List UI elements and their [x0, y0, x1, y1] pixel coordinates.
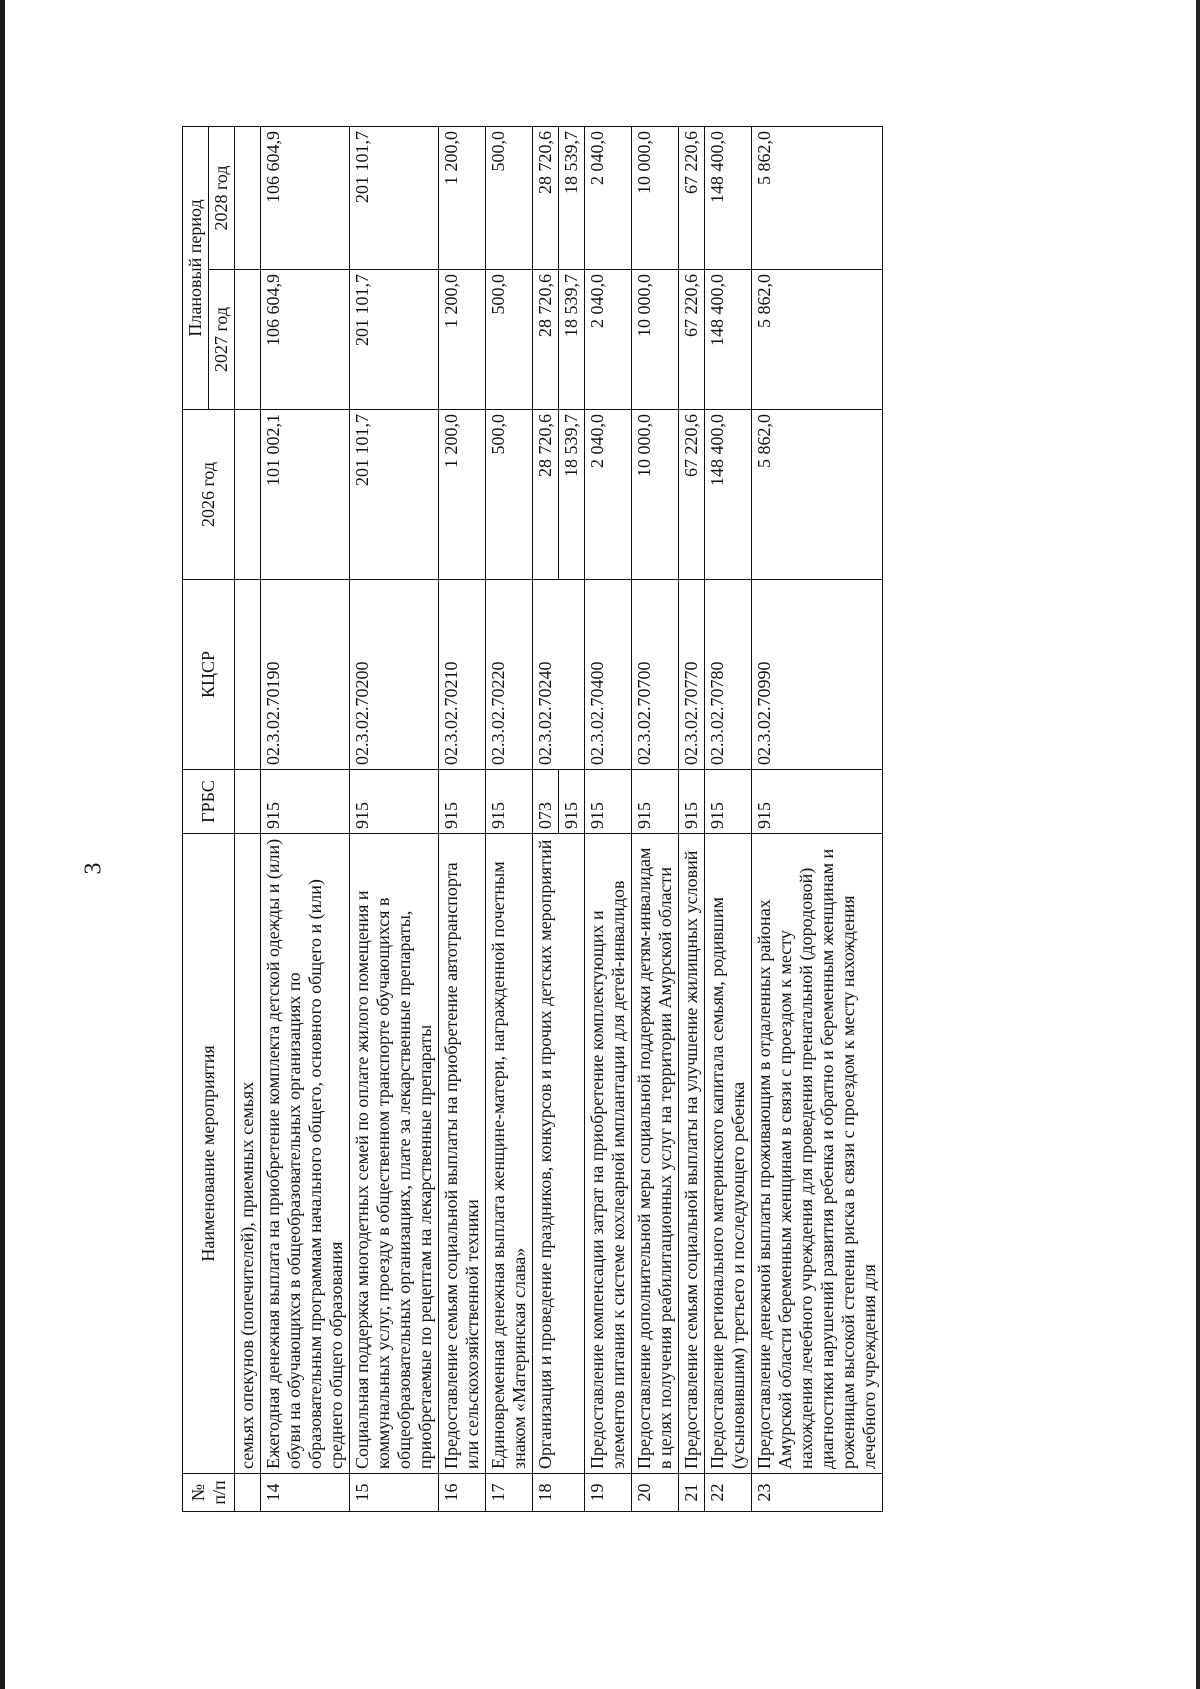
- row-name: Предоставление регионального материнского капитала семьям, родившим (усыновившим) третьего и последующего ребенка: [705, 834, 752, 1474]
- budget-table: [182, 126, 883, 1512]
- row-2027: 500,0: [486, 270, 533, 410]
- row-2028: 201 101,7: [350, 126, 439, 269]
- row-grbs: 915: [261, 770, 350, 834]
- row-number: 19: [585, 1474, 632, 1512]
- row-kcsr: 02.3.02.70990: [752, 580, 883, 770]
- row-2028: 28 720,6: [533, 126, 559, 269]
- row-number: 15: [350, 1474, 439, 1512]
- row-number: 23: [752, 1474, 883, 1512]
- row-name: Предоставление семьям социальной выплаты на улучшение жилищных условий: [679, 834, 705, 1474]
- row-2026: 201 101,7: [350, 410, 439, 580]
- row-2026: 101 002,1: [261, 410, 350, 580]
- row-2026: 1 200,0: [439, 410, 486, 580]
- table-row: [533, 126, 559, 1511]
- header-grbs: ГРБС: [183, 770, 235, 834]
- row-grbs: 073: [533, 770, 559, 834]
- table-row: [752, 126, 883, 1511]
- row-2026: 5 862,0: [752, 410, 883, 580]
- row-number: 22: [705, 1474, 752, 1512]
- header-2026: 2026 год: [183, 410, 235, 580]
- table-row: [486, 126, 533, 1511]
- table-container: [182, 127, 1132, 1512]
- row-kcsr: 02.3.02.70200: [350, 580, 439, 770]
- row-2026: 10 000,0: [632, 410, 679, 580]
- row-2027: 1 200,0: [439, 270, 486, 410]
- header-name: Наименование мероприятия: [183, 834, 235, 1474]
- row-kcsr: 02.3.02.70400: [585, 580, 632, 770]
- row-2027: 106 604,9: [261, 270, 350, 410]
- row-grbs: 915: [679, 770, 705, 834]
- header-kcsr: КЦСР: [183, 580, 235, 770]
- header-2028: 2028 год: [209, 126, 235, 269]
- continuation-text: семьях опекунов (попечителей), приемных семьях: [235, 834, 261, 1474]
- row-2027: 10 000,0: [632, 270, 679, 410]
- table-row: [261, 126, 350, 1511]
- table-row: [679, 126, 705, 1511]
- row-2026-2: 18 539,7: [559, 410, 585, 580]
- table-row: [585, 126, 632, 1511]
- row-grbs: 915: [632, 770, 679, 834]
- scan-edge-right: [1196, 0, 1200, 1689]
- row-grbs: 915: [585, 770, 632, 834]
- row-name: Предоставление денежной выплаты проживающим в отдаленных районах Амурской области беременным женщинам в связи с проездом к месту нахождения лечебного учреждения для проведения пренатальной (дородовой) диагностики нарушений развития ребенка и обратно и беременным женщинам и роженицам высокой степени риска в связи с проездом к месту нахождения лечебного учреждения для: [752, 834, 883, 1474]
- row-2028: 148 400,0: [705, 126, 752, 269]
- row-2027: 2 040,0: [585, 270, 632, 410]
- row-2026: 500,0: [486, 410, 533, 580]
- row-number: 20: [632, 1474, 679, 1512]
- row-2026: 67 220,6: [679, 410, 705, 580]
- row-name: Предоставление семьям социальной выплаты на приобретение автотранспорта или сельскохозяйственной техники: [439, 834, 486, 1474]
- row-name: Социальная поддержка многодетных семей по оплате жилого помещения и коммунальных услуг, проезду в общественном транспорте обучающихся в общеобразовательных организациях, плате за лекарственные препараты, приобретаемые по рецептам на лекарственные препараты: [350, 834, 439, 1474]
- row-2027: 28 720,6: [533, 270, 559, 410]
- rotated-table-area: [182, 127, 1132, 1512]
- row-2028: 10 000,0: [632, 126, 679, 269]
- row-number: 17: [486, 1474, 533, 1512]
- header-num: № п/п: [183, 1474, 235, 1512]
- row-grbs: 915: [486, 770, 533, 834]
- row-2028: 500,0: [486, 126, 533, 269]
- table-row: [439, 126, 486, 1511]
- row-number: 21: [679, 1474, 705, 1512]
- row-2028: 1 200,0: [439, 126, 486, 269]
- row-grbs: 915: [439, 770, 486, 834]
- row-2027-2: 18 539,7: [559, 270, 585, 410]
- row-name: Ежегодная денежная выплата на приобретение комплекта детской одежды и (или) обуви на обучающихся в общеобразовательных организациях по образовательным программам начального общего, основного общего и (или) среднего общего образования: [261, 834, 350, 1474]
- row-name: Организация и проведение праздников, конкурсов и прочих детских мероприятий: [533, 834, 585, 1474]
- header-2027: 2027 год: [209, 270, 235, 410]
- row-kcsr: 02.3.02.70210: [439, 580, 486, 770]
- row-2027: 67 220,6: [679, 270, 705, 410]
- row-kcsr: 02.3.02.70220: [486, 580, 533, 770]
- row-grbs: 915: [705, 770, 752, 834]
- table-row: [705, 126, 752, 1511]
- row-number: 16: [439, 1474, 486, 1512]
- row-2027: 5 862,0: [752, 270, 883, 410]
- row-2026: 2 040,0: [585, 410, 632, 580]
- row-number: 14: [261, 1474, 350, 1512]
- row-2027: 148 400,0: [705, 270, 752, 410]
- page-number: 3: [80, 862, 107, 875]
- row-kcsr: 02.3.02.70240: [533, 580, 585, 770]
- row-2028: 5 862,0: [752, 126, 883, 269]
- row-name: Предоставление компенсации затрат на приобретение комплектующих и элементов питания к системе кохлеарной имплантации для детей-инвалидов: [585, 834, 632, 1474]
- row-2027: 201 101,7: [350, 270, 439, 410]
- table-row: [350, 126, 439, 1511]
- row-kcsr: 02.3.02.70780: [705, 580, 752, 770]
- row-2028-2: 18 539,7: [559, 126, 585, 269]
- row-2026: 148 400,0: [705, 410, 752, 580]
- row-number: 18: [533, 1474, 585, 1512]
- table-row: [632, 126, 679, 1511]
- row-name: Единовременная денежная выплата женщине-матери, награжденной почетным знаком «Материнская слава»: [486, 834, 533, 1474]
- table-row-continuation: [235, 126, 261, 1511]
- row-2028: 106 604,9: [261, 126, 350, 269]
- header-planned-period: Плановый период: [183, 126, 209, 409]
- row-2028: 67 220,6: [679, 126, 705, 269]
- row-2026: 28 720,6: [533, 410, 559, 580]
- table-body: [235, 126, 883, 1511]
- row-kcsr: 02.3.02.70190: [261, 580, 350, 770]
- row-grbs-2: 915: [559, 770, 585, 834]
- row-grbs: 915: [350, 770, 439, 834]
- row-kcsr: 02.3.02.70700: [632, 580, 679, 770]
- row-2028: 2 040,0: [585, 126, 632, 269]
- row-kcsr: 02.3.02.70770: [679, 580, 705, 770]
- scan-edge-left: [0, 0, 5, 1689]
- row-grbs: 915: [752, 770, 883, 834]
- row-name: Предоставление дополнительной меры социальной поддержки детям-инвалидам в целях получения реабилитационных услуг на территории Амурской области: [632, 834, 679, 1474]
